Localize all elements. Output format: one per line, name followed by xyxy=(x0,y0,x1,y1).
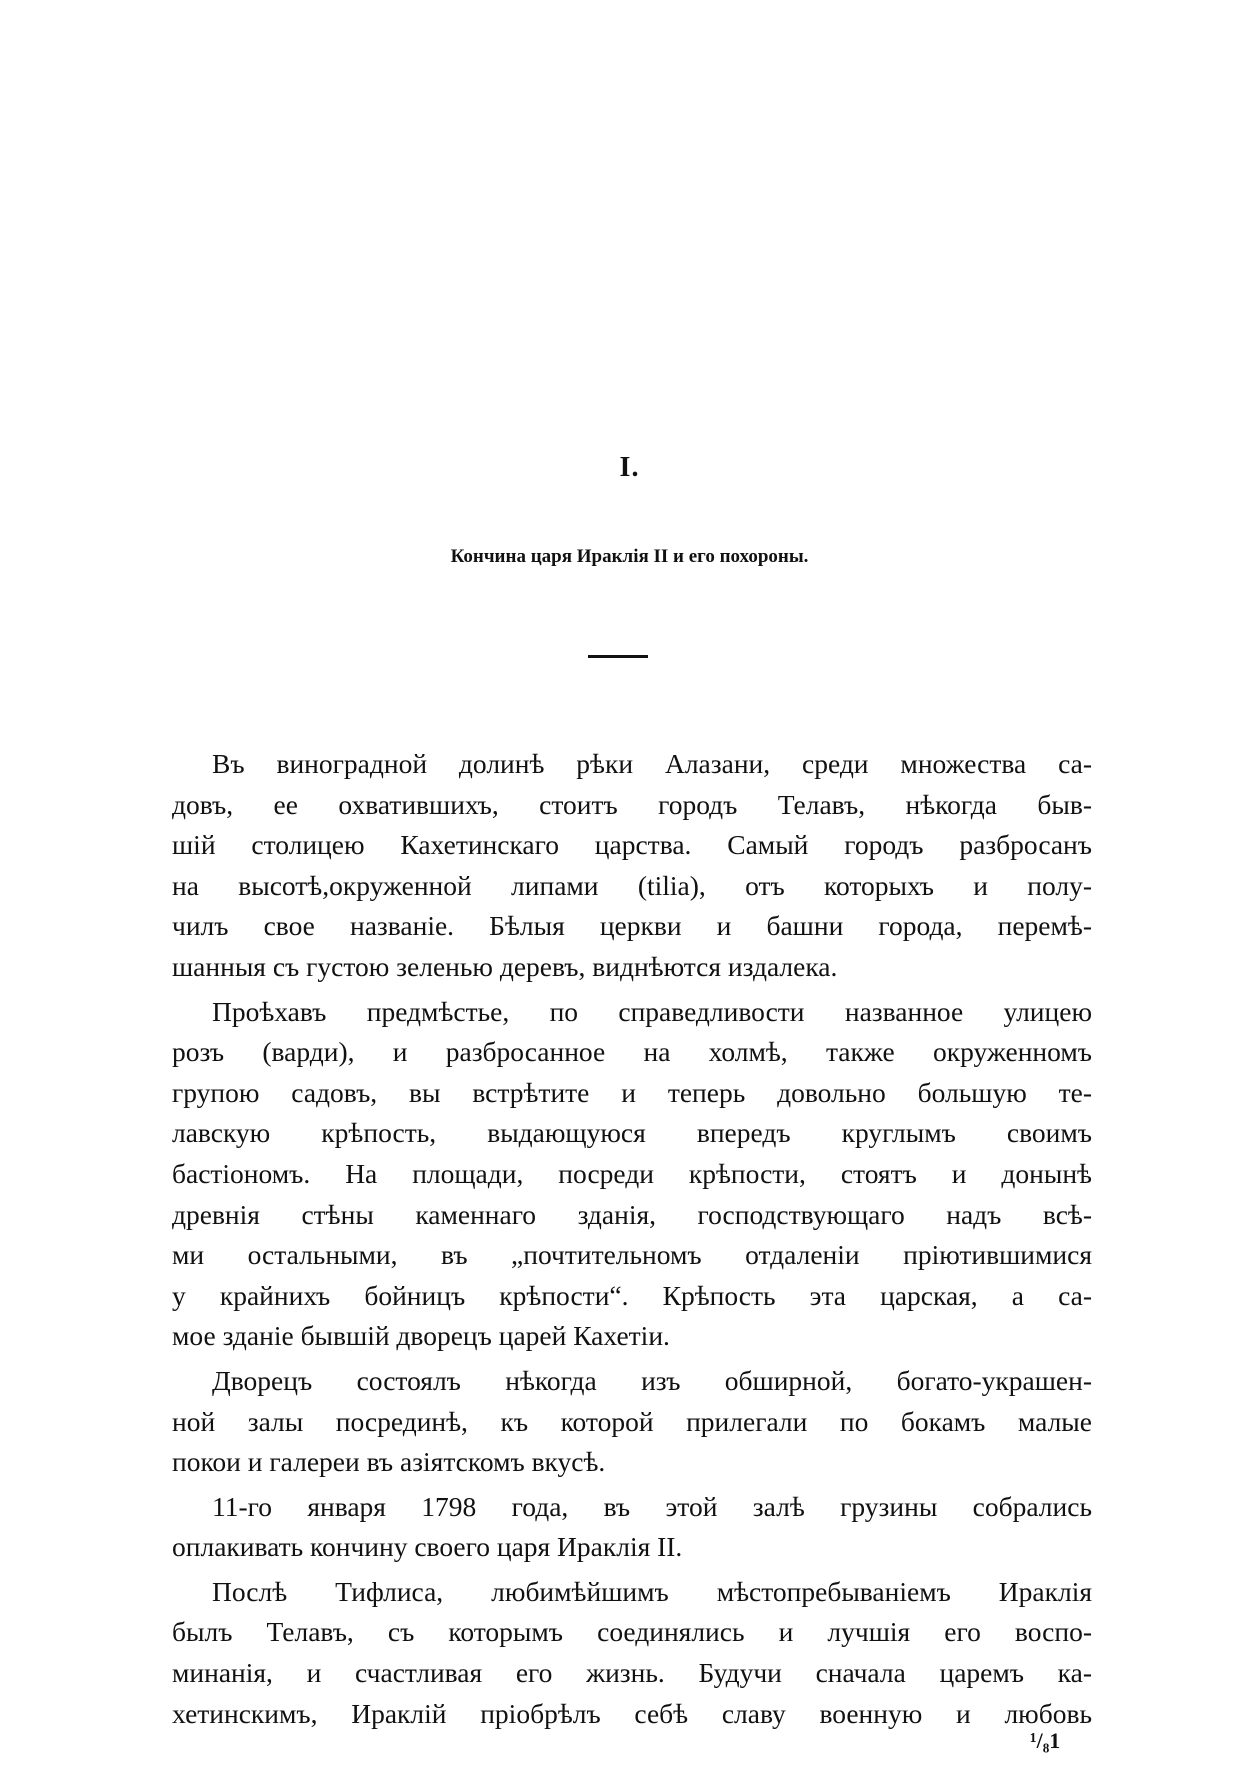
text-line: бастіономъ. На площади, посреди крѣпости, стоятъ и донынѣ xyxy=(172,1157,1092,1189)
paragraph-5 xyxy=(172,1572,1092,1734)
text-line: шій столицею Кахетинскаго царства. Самый городъ разбросанъ xyxy=(172,829,1092,861)
text-line: Въ виноградной долинѣ рѣки Алазани, среди множества са- xyxy=(212,748,1092,779)
chapter-number: I. xyxy=(619,452,640,483)
text-line: оплакивать кончину своего царя Ираклія II. xyxy=(172,1531,683,1563)
text-line: древнія стѣны каменнаго зданія, господствующаго надъ всѣ- xyxy=(172,1198,1092,1230)
text-line: розъ (варди), и разбросанное на холмѣ, также окруженномъ xyxy=(172,1036,1092,1068)
text-line: мое зданіе бывшій дворецъ царей Кахетіи. xyxy=(172,1320,670,1352)
text-line: покои и галереи въ азіятскомъ вкусѣ. xyxy=(172,1446,606,1478)
paragraph-3 xyxy=(172,1361,1092,1483)
paragraph-1 xyxy=(172,744,1092,988)
text-line: 11-го января 1798 года, въ этой залѣ грузины собрались xyxy=(212,1490,1092,1522)
text-line: минанія, и счастливая его жизнь. Будучи сначала царемъ ка- xyxy=(172,1657,1092,1689)
text-line: на высотѣ,окруженной липами (tilia), отъ которыхъ и полу- xyxy=(172,869,1092,901)
title-divider xyxy=(588,655,648,658)
text-line: ми остальными, въ „почтительномъ отдаленіи пріютившимися xyxy=(172,1239,1092,1271)
text-line: Дворецъ состоялъ нѣкогда изъ обширной, богато-украшен- xyxy=(212,1364,1092,1396)
paragraph-4 xyxy=(172,1487,1092,1568)
paragraph-2 xyxy=(172,992,1092,1357)
text-line: ной залы посрединѣ, къ которой прилегали по бокамъ малые xyxy=(172,1405,1092,1437)
body-text xyxy=(172,744,1092,1738)
text-line: лавскую крѣпость, выдающуюся впередъ круглымъ своимъ xyxy=(172,1117,1092,1149)
text-line: групою садовъ, вы встрѣтите и теперь довольно большую те- xyxy=(172,1076,1092,1108)
text-line: чилъ свое названіе. Бѣлыя церкви и башни города, перемѣ- xyxy=(172,910,1092,942)
text-line: былъ Телавъ, съ которымъ соединялись и лучшія его воспо- xyxy=(172,1616,1092,1648)
text-line: хетинскимъ, Ираклій пріобрѣлъ себѣ славу военную и любовь xyxy=(172,1697,1092,1729)
printer-signature: ¹/₈1 xyxy=(1030,1728,1061,1753)
text-line: довъ, ее охватившихъ, стоитъ городъ Телавъ, нѣкогда быв- xyxy=(172,788,1092,820)
chapter-title: Кончина царя Ираклія II и его похороны. xyxy=(450,546,809,567)
text-line: у крайнихъ бойницъ крѣпости“. Крѣпость эта царская, а са- xyxy=(172,1279,1092,1311)
text-line: Проѣхавъ предмѣстье, по справедливости названное улицею xyxy=(212,995,1092,1027)
text-line: Послѣ Тифлиса, любимѣйшимъ мѣстопребываніемъ Ираклія xyxy=(212,1575,1092,1607)
text-line: шанныя съ густою зеленью деревъ, виднѣются издалека. xyxy=(172,950,838,982)
